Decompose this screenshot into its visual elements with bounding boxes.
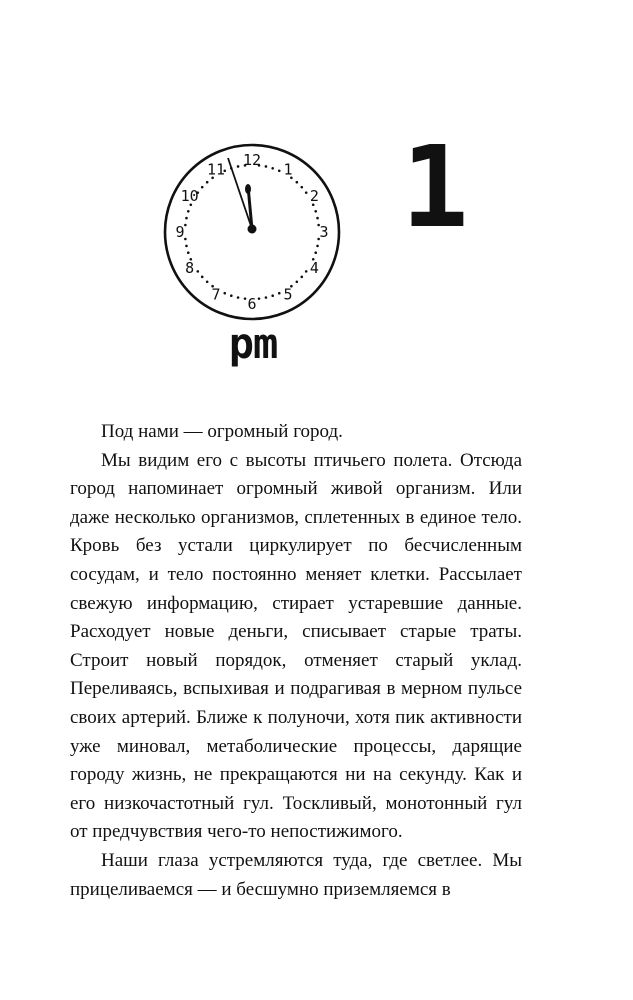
chapter-number: 1	[401, 123, 469, 253]
minute-dot	[271, 294, 274, 297]
clock-hour-number: 11	[206, 160, 226, 179]
paragraph: Наши глаза устремляются туда, где светлее. Мы прицеливаемся — и бесшумно приземляемся в	[70, 849, 522, 900]
minute-dot	[305, 270, 308, 273]
paragraph: Под нами — огромный город.	[101, 421, 343, 442]
minute-dot	[314, 251, 317, 254]
clock-hour-number: 1	[283, 160, 293, 179]
clock-hour-number: 4	[309, 259, 319, 277]
minute-dot	[265, 296, 268, 299]
minute-dot	[314, 210, 317, 213]
clock-hour-number: 6	[247, 295, 257, 313]
minute-dot	[185, 245, 188, 248]
minute-dot	[197, 270, 200, 273]
minute-dot	[187, 251, 190, 254]
chapter-text	[70, 418, 522, 904]
minute-dot	[300, 186, 303, 189]
minute-dot	[296, 280, 299, 283]
minute-dot	[265, 165, 268, 168]
clock-center	[248, 225, 257, 234]
minute-dot	[278, 292, 281, 295]
clock-hour-number: 2	[309, 187, 319, 205]
clock-hour-number: 10	[180, 187, 199, 205]
minute-dot	[258, 297, 261, 300]
minute-dot	[237, 165, 240, 168]
minute-dot	[305, 191, 308, 194]
minute-dot	[296, 181, 299, 184]
minute-dot	[237, 296, 240, 299]
clock-hour-number: 8	[185, 259, 195, 277]
clock-illustration	[160, 140, 344, 324]
minute-dot	[187, 210, 190, 213]
minute-dot	[300, 276, 303, 279]
minute-dot	[278, 169, 281, 172]
clock-hour-number: 5	[283, 285, 293, 304]
minute-dot	[223, 292, 226, 295]
minute-dot	[316, 245, 319, 248]
clock-hour-number: 12	[242, 151, 262, 169]
paragraph: Мы видим его с высоты птичьего полета. Отсюда город напоминает огромный живой организм. Или даже несколько организмов, сплетенных в единое тело. Кровь без устали циркулирует по бесчисленным сосудам, и тело постоянно меняет клетки. Рассылает свежую информацию, стирает устаревшие данные. Расходует новые деньги, списывает старые траты. Строит новый порядок, отменяет старый уклад. Переливаясь, вспыхивая и подрагивая в мерном пульсе своих артерий. Ближе к полуночи, хотя пик активности уже миновал, метаболические процессы, дарящие городу жизнь, не прекращаются ни на секунду. Как и его низкочастотный гул. Тоскливый, монотонный гул от предчувствия чего-то непостижимого.	[70, 449, 522, 843]
minute-dot	[185, 217, 188, 220]
minute-dot	[201, 186, 204, 189]
minute-dot	[230, 294, 233, 297]
minute-dot	[206, 280, 209, 283]
minute-dot	[316, 217, 319, 220]
time-period-label: pm	[228, 319, 278, 368]
clock-hour-number: 9	[175, 223, 185, 241]
minute-dot	[244, 297, 247, 300]
minute-dot	[271, 167, 274, 170]
clock-hour-number: 3	[319, 223, 329, 241]
hour-hand-tip	[245, 184, 251, 194]
clock-hour-number: 7	[211, 285, 221, 304]
minute-dot	[206, 181, 209, 184]
minute-dot	[201, 276, 204, 279]
clock-icon	[160, 140, 344, 324]
